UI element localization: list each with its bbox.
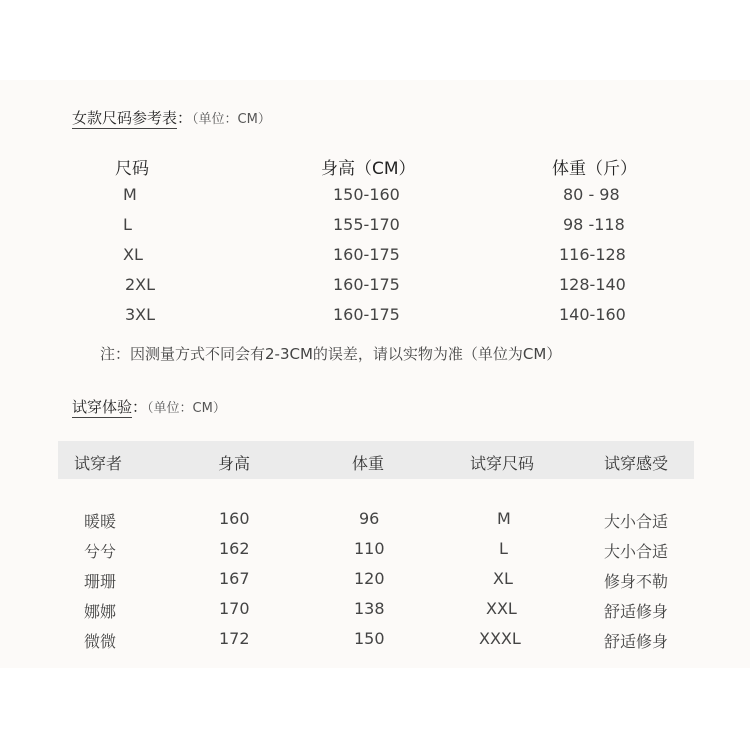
trial-header-tester: 试穿者 <box>74 454 123 473</box>
trial-row-1-feeling: 大小合适 <box>604 512 669 531</box>
size-row-2-height: 155-170 <box>333 215 400 234</box>
size-row-1-size: M <box>123 185 137 204</box>
trial-row-3-height: 167 <box>219 569 250 588</box>
trial-row-1-name: 暖暖 <box>84 512 117 531</box>
trial-row-2-weight: 110 <box>354 539 385 558</box>
size-row-3-size: XL <box>123 245 143 264</box>
trial-row-5-feeling: 舒适修身 <box>604 632 669 651</box>
trial-row-2-name: 兮兮 <box>84 542 117 561</box>
size-header-height: 身高（CM） <box>321 159 416 179</box>
trial-row-5-name: 微微 <box>84 632 117 651</box>
trial-row-3-size: XL <box>493 569 513 588</box>
trial-header-size: 试穿尺码 <box>470 454 535 473</box>
trial-title-colon: ： <box>132 398 148 416</box>
trial-row-2-feeling: 大小合适 <box>604 542 669 561</box>
trial-row-3-feeling: 修身不勒 <box>604 572 669 591</box>
trial-row-5-weight: 150 <box>354 629 385 648</box>
trial-row-4-weight: 138 <box>354 599 385 618</box>
size-row-4-height: 160-175 <box>333 275 400 294</box>
size-chart-unit: （单位：CM） <box>192 112 271 127</box>
trial-row-2-size: L <box>499 539 508 558</box>
trial-header-weight: 体重 <box>352 454 385 473</box>
trial-title-text: 试穿体验 <box>72 398 133 416</box>
trial-row-4-name: 娜娜 <box>84 602 117 621</box>
trial-header-height: 身高 <box>218 454 251 473</box>
size-row-1-height: 150-160 <box>333 185 400 204</box>
size-row-3-weight: 116-128 <box>559 245 626 264</box>
size-row-5-height: 160-175 <box>333 305 400 324</box>
trial-header-feeling: 试穿感受 <box>604 454 669 473</box>
trial-row-1-height: 160 <box>219 509 250 528</box>
trial-row-1-size: M <box>497 509 511 528</box>
trial-row-2-height: 162 <box>219 539 250 558</box>
size-row-4-size: 2XL <box>125 275 156 294</box>
size-row-2-weight: 98 -118 <box>563 215 625 234</box>
size-row-3-height: 160-175 <box>333 245 400 264</box>
trial-row-1-weight: 96 <box>359 509 380 528</box>
size-row-5-size: 3XL <box>125 305 156 324</box>
size-row-2-size: L <box>123 215 132 234</box>
size-header-size: 尺码 <box>115 159 149 179</box>
trial-row-4-size: XXL <box>486 599 517 618</box>
trial-unit: （单位：CM） <box>147 401 226 416</box>
trial-row-3-weight: 120 <box>354 569 385 588</box>
size-row-1-weight: 80 - 98 <box>563 185 620 204</box>
trial-title <box>72 396 226 417</box>
trial-row-4-height: 170 <box>219 599 250 618</box>
trial-row-4-feeling: 舒适修身 <box>604 602 669 621</box>
size-chart-note: 注：因测量方式不同会有2-3CM的误差，请以实物为准（单位为CM） <box>100 345 562 363</box>
trial-row-5-size: XXXL <box>479 629 521 648</box>
size-chart-title-colon: ： <box>177 109 193 127</box>
size-row-5-weight: 140-160 <box>559 305 626 324</box>
trial-row-5-height: 172 <box>219 629 250 648</box>
size-chart-title <box>72 107 271 128</box>
size-header-weight: 体重（斤） <box>552 159 637 179</box>
size-row-4-weight: 128-140 <box>559 275 626 294</box>
size-chart-title-text: 女款尺码参考表 <box>72 109 178 127</box>
trial-row-3-name: 珊珊 <box>84 572 117 591</box>
